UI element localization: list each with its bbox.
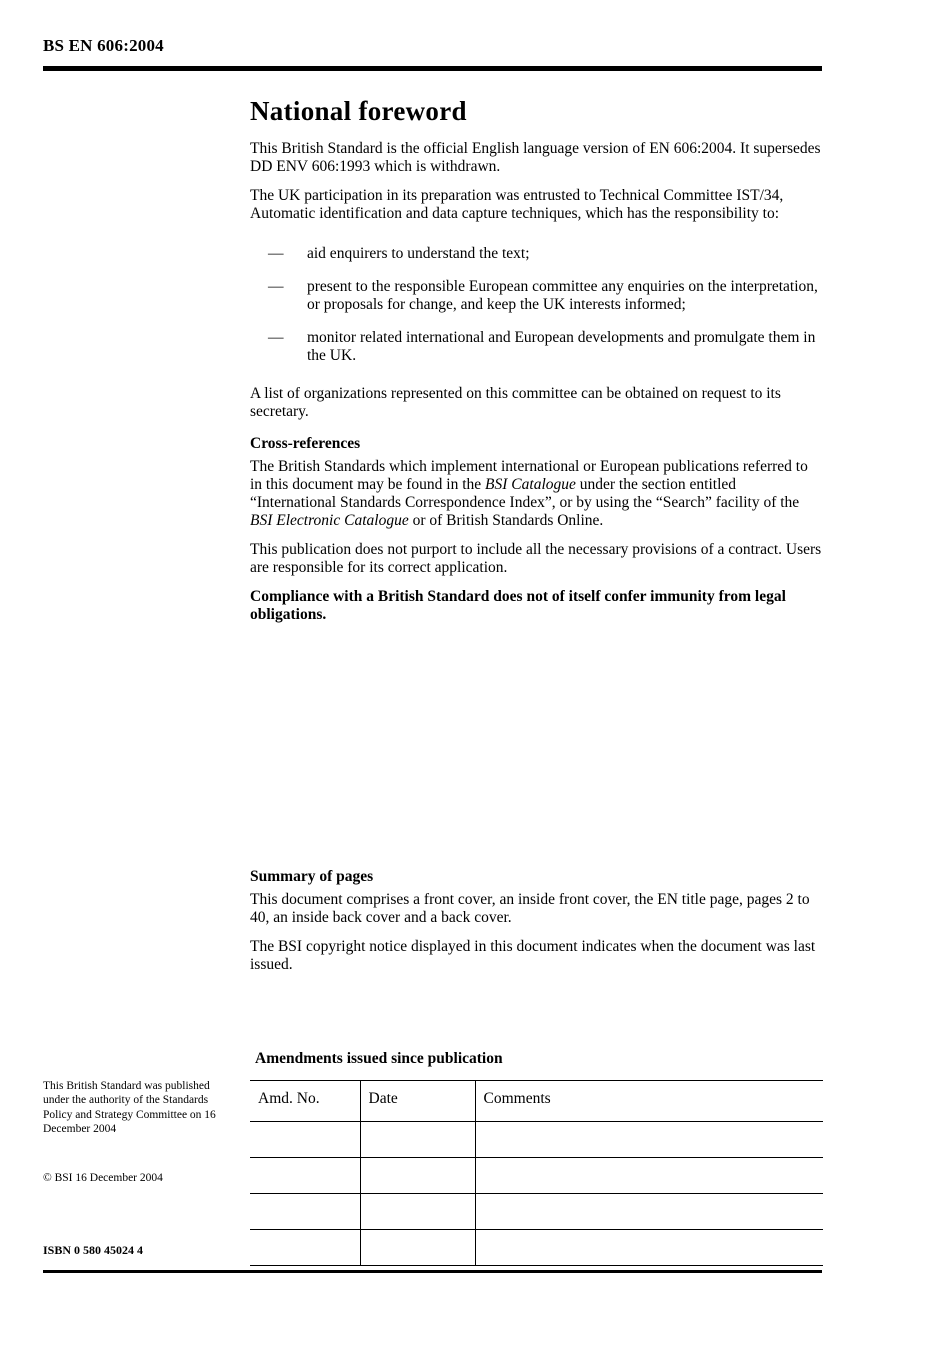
cross-ref-text-3: or of British Standards Online. <box>408 511 604 529</box>
amendments-empty-cell <box>250 1230 360 1266</box>
amendments-col-date: Date <box>360 1081 475 1122</box>
amendments-table <box>250 1080 823 1266</box>
paragraph-organizations: A list of organizations represented on this committee can be obtained on request to its secretary. <box>250 385 781 420</box>
amendments-empty-cell <box>475 1158 823 1194</box>
cross-references-paragraph <box>250 458 823 530</box>
top-rule <box>43 66 822 71</box>
page-title: National foreword <box>250 96 467 126</box>
cross-references-heading: Cross-references <box>250 434 361 452</box>
amendments-empty-cell <box>475 1194 823 1230</box>
summary-heading: Summary of pages <box>250 868 374 885</box>
amendments-empty-row <box>250 1122 823 1158</box>
amendments-empty-row <box>250 1230 823 1266</box>
amendments-table-body <box>250 1122 823 1266</box>
amendments-col-amd-no: Amd. No. <box>250 1081 360 1122</box>
amendments-empty-cell <box>475 1122 823 1158</box>
list-item <box>250 329 823 365</box>
dash-marker: — <box>268 329 284 347</box>
amendments-col-comments: Comments <box>483 1090 551 1107</box>
amendments-empty-cell <box>360 1158 475 1194</box>
amendments-header-row <box>250 1081 823 1122</box>
paragraph-compliance: Compliance with a British Standard does not of itself confer immunity from legal obligations. <box>250 587 786 623</box>
amendments-empty-cell <box>360 1122 475 1158</box>
bottom-rule <box>43 1270 822 1273</box>
paragraph-provisions: This publication does not purport to include all the necessary provisions of a contract. Users are responsible for its correct application. <box>250 540 822 576</box>
cross-ref-text-2: under the section entitled “International Standards Correspondence Index”, or by using the “Search” facility of the <box>250 475 800 511</box>
responsibility-list <box>250 245 823 365</box>
amendments-empty-cell <box>250 1158 360 1194</box>
summary-of-pages-section <box>250 868 823 985</box>
cross-ref-text-1: The British Standards which implement international or European publications referred to in this document may be found in the <box>250 457 808 493</box>
list-item <box>250 245 823 263</box>
isbn-line: ISBN 0 580 45024 4 <box>43 1243 144 1257</box>
list-item-text: present to the responsible European committee any enquiries on the interpretation, or proposals for change, and keep the UK interests informed; <box>307 278 818 314</box>
dash-marker: — <box>268 278 284 296</box>
bsi-electronic-catalogue-italic: BSI Electronic Catalogue <box>250 511 409 529</box>
amendments-empty-row <box>250 1158 823 1194</box>
amendments-empty-cell <box>360 1230 475 1266</box>
paragraph-pages: This document comprises a front cover, an inside front cover, the EN title page, pages 2 to 40, an inside back cover and a back cover. <box>250 890 810 926</box>
amendments-empty-cell <box>250 1194 360 1230</box>
document-reference: BS EN 606:2004 <box>43 36 164 55</box>
list-item <box>250 278 823 314</box>
amendments-heading: Amendments issued since publication <box>255 1050 503 1067</box>
publication-authority-note: This British Standard was published under the authority of the Standards Policy and Strategy Committee on 16 December 2004 <box>43 1080 216 1136</box>
national-foreword-section <box>250 96 823 635</box>
amendments-empty-row <box>250 1194 823 1230</box>
paragraph-version: This British Standard is the official English language version of EN 606:2004. It supersedes DD ENV 606:1993 which is withdrawn. <box>250 140 821 176</box>
list-item-text: aid enquirers to understand the text; <box>307 245 530 263</box>
paragraph-copyright-notice: The BSI copyright notice displayed in this document indicates when the document was last issued. <box>250 937 816 973</box>
amendments-empty-cell <box>250 1122 360 1158</box>
dash-marker: — <box>268 245 284 263</box>
paragraph-participation: The UK participation in its preparation was entrusted to Technical Committee IST/34, Automatic identification and data capture techniques, which has the responsibility to: <box>250 187 784 223</box>
bsi-catalogue-italic: BSI Catalogue <box>485 475 576 493</box>
list-item-text: monitor related international and European developments and promulgate them in the UK. <box>307 329 816 365</box>
amendments-empty-cell <box>360 1194 475 1230</box>
amendments-table-head <box>250 1081 823 1122</box>
amendments-empty-cell <box>475 1230 823 1266</box>
copyright-line: © BSI 16 December 2004 <box>43 1172 163 1184</box>
